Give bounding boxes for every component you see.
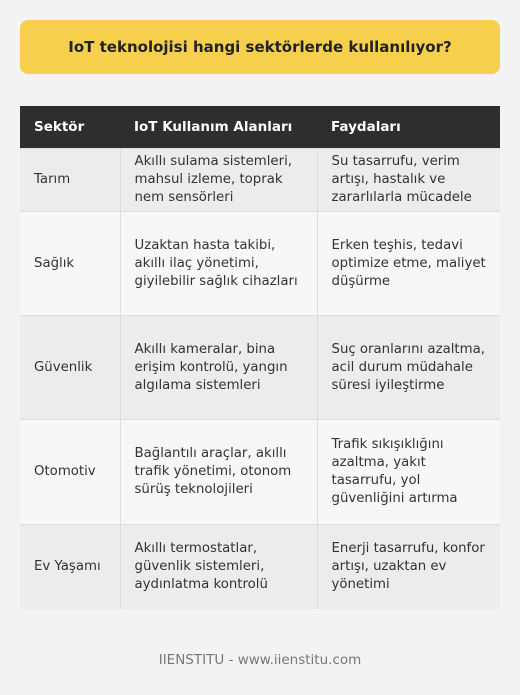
cell-benefits: Enerji tasarrufu, konfor artışı, uzaktan ev yönetimi (317, 525, 500, 609)
cell-sector: Sağlık (20, 212, 120, 316)
table-row (20, 316, 500, 420)
cell-sector: Ev Yaşamı (20, 525, 120, 609)
cell-uses: Bağlantılı araçlar, akıllı trafik yönetimi, otonom sürüş teknolojileri (120, 420, 317, 525)
cell-uses: Akıllı termostatlar, güvenlik sistemleri, aydınlatma kontrolü (120, 525, 317, 609)
cell-uses: Uzaktan hasta takibi, akıllı ilaç yönetimi, giyilebilir sağlık cihazları (120, 212, 317, 316)
table-row (20, 525, 500, 609)
page-title: IoT teknolojisi hangi sektörlerde kullanılıyor? (20, 20, 500, 74)
table-row (20, 149, 500, 212)
cell-sector: Otomotiv (20, 420, 120, 525)
table-header-row (20, 106, 500, 149)
cell-uses: Akıllı sulama sistemleri, mahsul izleme, toprak nem sensörleri (120, 149, 317, 212)
header-sector: Sektör (20, 106, 120, 149)
sector-table (20, 106, 500, 609)
header-uses: IoT Kullanım Alanları (120, 106, 317, 149)
header-benefits: Faydaları (317, 106, 500, 149)
cell-sector: Tarım (20, 149, 120, 212)
cell-benefits: Suç oranlarını azaltma, acil durum müdahale süresi iyileştirme (317, 316, 500, 420)
cell-benefits: Trafik sıkışıklığını azaltma, yakıt tasarrufu, yol güvenliğini artırma (317, 420, 500, 525)
cell-sector: Güvenlik (20, 316, 120, 420)
table-row (20, 420, 500, 525)
cell-benefits: Erken teşhis, tedavi optimize etme, maliyet düşürme (317, 212, 500, 316)
cell-uses: Akıllı kameralar, bina erişim kontrolü, yangın algılama sistemleri (120, 316, 317, 420)
table-row (20, 212, 500, 316)
cell-benefits: Su tasarrufu, verim artışı, hastalık ve zararlılarla mücadele (317, 149, 500, 212)
footer-credit: IIENSTITU - www.iienstitu.com (158, 652, 362, 668)
